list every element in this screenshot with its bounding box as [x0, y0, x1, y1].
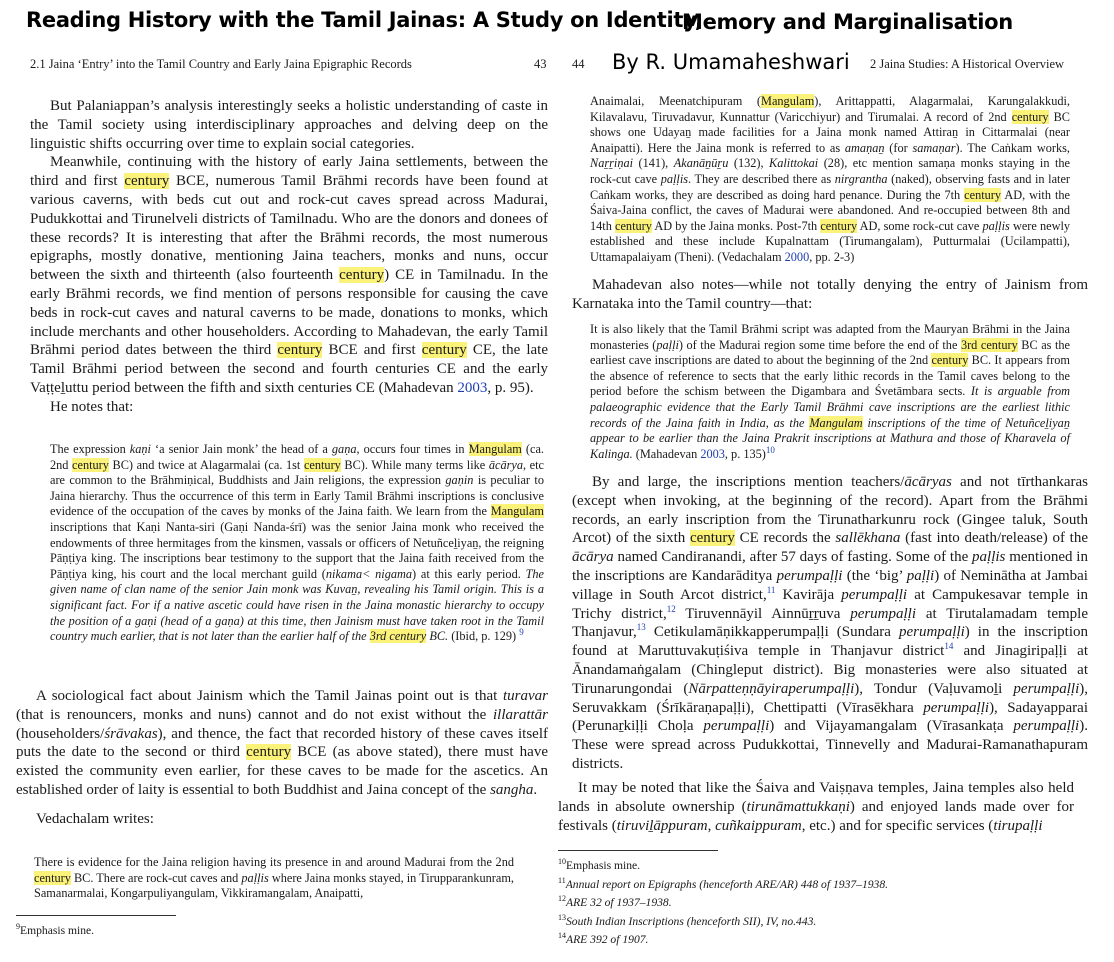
footnote: $^{14}$ARE 392 of 1907.	[558, 931, 649, 947]
body-paragraph: Mahadevan also notes—while not totally denying the entry of Jainism from Karnataka into the Tamil country—that:	[572, 277, 1088, 312]
footnote-rule	[558, 850, 718, 851]
block-quote: It is also likely that the Tamil Brāhmi script was adapted from the Mauryan Brāhmi in the Jaina monasteries (paḷḷi) of the Madurai region some time before the end of the 3rd century BC as the earliest cave inscriptions are dated to about the beginning of the 2nd century BC. It appears from the absence of reference to sects that the early lithic records in the Tamil caves belong to the period before the schism between the Digambara and Śvetāmbara sects. It is arguable from palaeographic evidence that the Early Tamil Brāhmi cave inscriptions are the earliest lithic records of the Jaina faith in India, as the Mangulam inscriptions of the time of Netuñceḻiyaṉ appear to be earlier than the Jaina Prakrit inscriptions at Mathura and those of Kharavela of Kalinga. (Mahadevan 2003, p. 135)$^{10}$	[590, 322, 1071, 461]
banner-subtitle: Memory and Marginalisation	[682, 10, 1013, 34]
page-number: 43	[534, 57, 547, 71]
footnote: $^{13}$South Indian Inscriptions (henceforth SII), IV, no.443.	[558, 912, 817, 928]
block-quote: There is evidence for the Jaina religion having its presence in and around Madurai from the 2nd century BC. There are rock-cut caves and paḷḷis where Jaina monks stayed, in Tirupparankunram, Samanarmalai, Kongarpuliyangulam, Vikkiramangalam, Anaipatti,	[34, 855, 514, 901]
footnote: $^{11}$Annual report on Epigraphs (henceforth ARE/AR) 448 of 1937–1938.	[558, 875, 889, 891]
footnote: $^9$Emphasis mine.	[16, 922, 95, 937]
block-quote: Anaimalai, Meenatchipuram (Mangulam), Arittappatti, Alagarmalai, Karungalakkudi, Kilavalavu, Tiruvadavur, Kunnattur (Varicchiyur) and Tirumalai. A record of 2nd century BC shows one Udayaṉ made facilities for a Jaina monk named Attiraṉ in Cittarmalai (near Anaipatti). Here the Jaina monk is referred to as amaṇaṉ (for samaṇar). The Caṅkam works, Naṟṟiṇai (141), Akanāṉūṟu (132), Kalittokai (28), etc mention samaṇa monks staying in the rock-cut cave paḷḷis. They are described there as nirgrantha (naked), observing fasts and in later Caṅkam works, they are described as doing hard penance. During the 7th century AD, with the Śaiva-Jaina conflict, the caves of Madurai were abandoned. And re-occupied between 8th and 14th century AD by the Jaina monks. Post-7th century AD, some rock-cut cave paḷḷis were newly established and these include Kupalnattam (Tirumangalam), Putturmalai (Ucilampatti), Uttamapalaiyam (Theni). (Vedachalam 2000, pp. 2-3)	[590, 94, 1071, 264]
footnote-rule	[16, 915, 176, 916]
footnote-list	[558, 857, 888, 950]
page-number: 44	[572, 57, 585, 71]
banner-title: Reading History with the Tamil Jainas: A Study on Identity,	[26, 8, 703, 32]
running-head: 2.1 Jaina ‘Entry’ into the Tamil Country and Early Jaina Epigraphic Records	[30, 57, 412, 71]
running-head: 2 Jaina Studies: A Historical Overview	[870, 57, 1065, 71]
body-paragraph: But Palaniappan’s analysis interestingly seeks a holistic understanding of caste in the Tamil society using interdisciplinary approaches and delving deep on the linguistic shifts occurring over time to explain social categories. Meanwhile, continuing with the history of early Jaina settlements, between the third and first century BCE, numerous Tamil Brāhmi records have been found at various caverns, with beds cut out and rock-cut caves spread across Madurai, Pudukkottai and Tirunelveli districts of Tamilnadu. Who are the donors and donees of these records? It is interesting that after the Brāhmi records, the most numerous epigraphs, mostly donative, mentioning Jaina teachers, monks and nuns, occur between the sixth and thirteenth (also fourteenth century) CE in Tamilnadu. In the early Brāhmi records, we find mention of persons responsible for causing the cave beds in rock-cut caves and natural caverns to be made, donations to monks, which include merchants and other householders. According to Mahadevan, the early Tamil Brāhmi period dates between the third century BCE and first century CE, the late Tamil Brāhmi period between the second and fourth centuries CE and the early Vaṭṭeḻuttu period between the fifth and sixth centuries CE (Mahadevan 2003, p. 95). He notes that:	[30, 98, 548, 415]
footnote: $^{10}$Emphasis mine.	[558, 857, 641, 872]
body-paragraph: By and large, the inscriptions mention teachers/ācāryas and not tīrthankaras (except when invoking, at the beginning of the record). Apart from the Brāhmi records, an early inscription from the Tirunatharkunru rock (Gingee taluk, South Arcot) of the sixth century CE records the sallēkhana (fast into death/release) of the ācārya named Candiranandi, after 57 days of fasting. Some of the paḷḷis mentioned in the inscriptions are Kandarāditya perumpaḷḷi (the ‘big’ paḷḷi) of Neminātha at Jambai village in South Arcot district,$^{11}$ Kavirāja perumpaḷḷi at Campukesavar temple in Trichy district,$^{12}$ Tiruvennāyil Ainnūṟṟuva perumpaḷḷi at Tirutalamadam temple Thanjavur,$^{13}$ Cetikulamāṇikkapperumpaḷḷi (Sundara perumpaḷḷi) in the inscription found at Maruttuvakuṭiśiva temple in Thanjavur district$^{14}$ and Jinagiripaḷḷi at Ānandamaṅgalam (Chingleput district). Big monasteries were also situated at Tirunarungondai (Nārpatteṇṇāyiraperumpaḷḷi), Tondur (Vaḷuvamoḻi perumpaḷḷi), Seruvakkam (Śrīkāraṇapaḷḷi), Chettipatti (Vīrasēkhara perumpaḷḷi), Sadayapparai (Perunaṟkiḷḷi Choḷa perumpaḷḷi) and Vijayamangalam (Vīrasankaṭa perumpaḷḷi). These were spread across Pudukkottai, Tinnevelly and Madurai-Ramanathapuram districts.	[572, 474, 1089, 772]
footnote: $^{12}$ARE 32 of 1937–1938.	[558, 894, 672, 910]
body-paragraph: A sociological fact about Jainism which the Tamil Jainas point out is that turavar (that is renouncers, monks and nuns) cannot and do not exist without the illarattār (householders/śrāvakas), and thence, the fact that recorded history of these caves itself puts the date to the second or third century BCE (as above stated), there must have existed the community even earlier, for these caves to be made for the ascetics. An established order of laity is essential to both Buddhist and Jaina concept of the sangha. Vedachalam writes:	[16, 688, 548, 827]
document-banner	[26, 8, 1106, 32]
block-quote: The expression kaṇi ‘a senior Jain monk’ the head of a gaṇa, occurs four times in Mangulam (ca. 2nd century BC) and twice at Alagarmalai (ca. 1st century BC). While many terms like ācārya, etc are common to the Brāhmiṇical, Buddhists and Jain religions, the expression gaṇin is peculiar to Jaina hierarchy. Thus the occurrence of this term in Early Tamil Brāhmi inscriptions is conclusive evidence of the occupation of the caves by monks of the Jaina faith. We learn from the Mangulam inscriptions that Kaṇi Nanta-siri (Gaṇi Nanda-śrī) was the senior Jaina monk who received the endowments of three hermitages from the kinsmen, vassals or officers of Netuñceḻiyaṉ, the reigning Pāṇṭiya king. The inscriptions bear testimony to the support that the Jaina faith received from the Pāṇṭiya king, his court and the local merchant guild (nikama< nigama) at this early period. The given name of clan name of the senior Jain monk was Kuvaṉ, revealing his Tamil origin. This is a significant fact. For if a native ascetic could have risen in the Jaina monastic hierarchy to occupy the position of a gaṇi (head of a gaṇa) at this time, then Jainism must have taken root in the Tamil country much earlier, that is not later than the earlier half of the 3rd century BC. (Ibid, p. 129) $^9$	[50, 442, 545, 644]
author-byline: By R. Umamaheshwari	[612, 50, 850, 74]
body-paragraph: It may be noted that like the Śaiva and Vaiṣṇava temples, Jaina temples also held lands in absolute ownership (tirunāmattukkaṇi) and enjoyed lands made over for festivals (tiruviḻāppuram, cuñkaippuram, etc.) and for specific services (tirupaḷḷi	[558, 780, 1074, 834]
